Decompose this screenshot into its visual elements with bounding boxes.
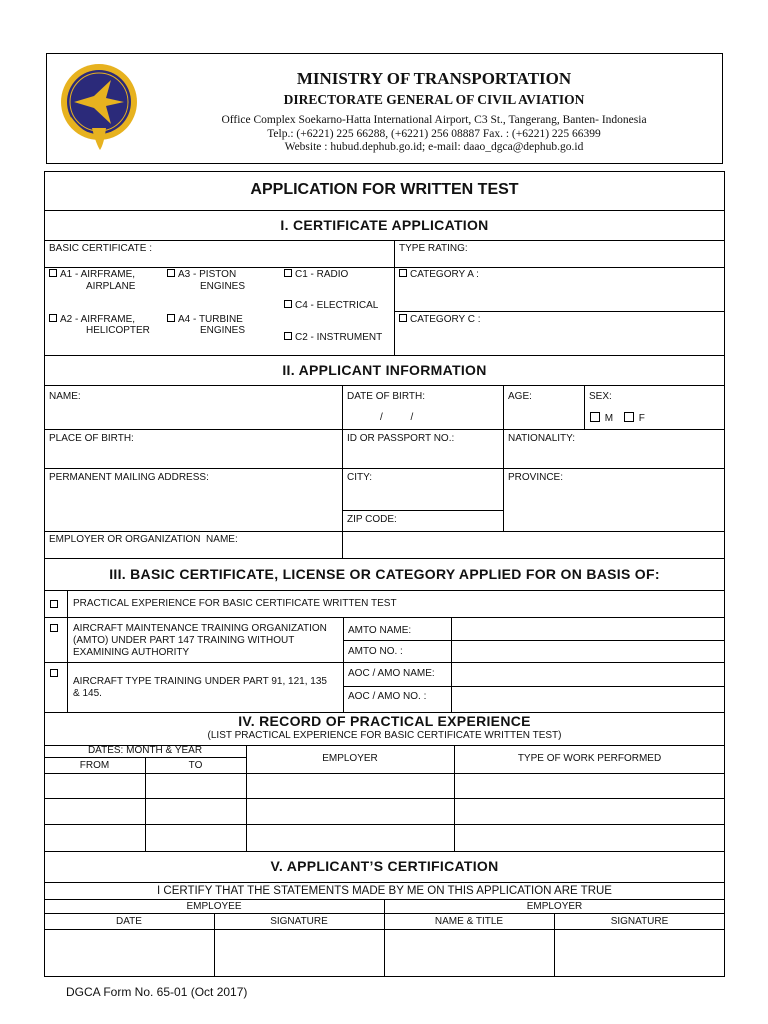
sex-f-option[interactable]: F [624, 412, 645, 424]
option-2-line2: (AMTO) UNDER PART 147 TRAINING WITHOUT [73, 635, 295, 646]
form-number: DGCA Form No. 65-01 (Oct 2017) [66, 985, 248, 999]
checkbox-icon[interactable] [49, 269, 57, 277]
office-phone: Telp.: (+6221) 225 66288, (+6221) 256 08887 Fax. : (+6221) 225 66399 [267, 128, 601, 140]
directorate-title: DIRECTORATE GENERAL OF CIVIL AVIATION [283, 92, 585, 107]
section-4-title: IV. RECORD OF PRACTICAL EXPERIENCE [238, 713, 531, 729]
employer-header-cert: EMPLOYER [526, 901, 583, 912]
checkbox-icon[interactable] [399, 269, 407, 277]
section-4-subtitle: (LIST PRACTICAL EXPERIENCE FOR BASIC CERTIFICATE WRITTEN TEST) [207, 730, 562, 741]
checkbox-icon[interactable] [284, 300, 292, 308]
name-label: NAME: [49, 391, 81, 402]
employer-header: EMPLOYER [322, 753, 378, 764]
sex-label: SEX: [589, 391, 612, 402]
employer-org-label: EMPLOYER OR ORGANIZATION NAME: [49, 534, 238, 545]
option-3-line1: AIRCRAFT TYPE TRAINING UNDER PART 91, 121, 135 [73, 676, 327, 687]
to-header: TO [188, 760, 203, 771]
option-3-checkbox-icon[interactable] [50, 669, 58, 677]
checkbox-icon[interactable] [167, 269, 175, 277]
employer-signature-header: SIGNATURE [610, 916, 669, 927]
option-1-label: PRACTICAL EXPERIENCE FOR BASIC CERTIFICATE WRITTEN TEST [73, 598, 397, 609]
checkbox-icon[interactable] [49, 314, 57, 322]
c1-radio-option[interactable]: C1 - RADIO [284, 269, 348, 280]
c4-electrical-option[interactable]: C4 - ELECTRICAL [284, 300, 378, 311]
section-3-title: III. BASIC CERTIFICATE, LICENSE OR CATEGORY APPLIED FOR ON BASIS OF: [109, 566, 660, 582]
date-header: DATE [116, 916, 142, 927]
checkbox-icon[interactable] [284, 332, 292, 340]
sex-m-option[interactable]: M [590, 412, 613, 424]
a4-turbine-engines-option[interactable]: A4 - TURBINE [167, 314, 243, 325]
option-2-line1: AIRCRAFT MAINTENANCE TRAINING ORGANIZATION [73, 623, 327, 634]
certify-statement: I CERTIFY THAT THE STATEMENTS MADE BY ME ON THIS APPLICATION ARE TRUE [157, 885, 612, 897]
province-label: PROVINCE: [508, 472, 564, 483]
a3-line2: ENGINES [200, 281, 246, 292]
zip-code-label: ZIP CODE: [347, 514, 397, 525]
checkbox-icon[interactable] [284, 269, 292, 277]
ministry-title: MINISTRY OF TRANSPORTATION [296, 69, 572, 88]
section-1-title: I. CERTIFICATE APPLICATION [280, 217, 489, 233]
checkbox-icon[interactable] [399, 314, 407, 322]
amto-no-label: AMTO NO. : [348, 646, 403, 657]
a2-airframe-helicopter-option[interactable]: A2 - AIRFRAME, [49, 314, 135, 325]
nationality-label: NATIONALITY: [508, 433, 576, 444]
name-title-header: NAME & TITLE [434, 916, 504, 927]
mailing-address-label: PERMANENT MAILING ADDRESS: [49, 472, 209, 483]
aoc-no-label: AOC / AMO NO. : [348, 691, 427, 702]
category-c-option[interactable]: CATEGORY C : [399, 314, 481, 325]
option-3-line2: & 145. [73, 688, 102, 699]
basic-certificate-label: BASIC CERTIFICATE : [49, 243, 152, 254]
section-2-title: II. APPLICANT INFORMATION [282, 362, 487, 378]
from-header: FROM [79, 760, 110, 771]
option-2-line3: EXAMINING AUTHORITY [73, 647, 190, 658]
category-a-option[interactable]: CATEGORY A : [399, 269, 479, 280]
aoc-name-label: AOC / AMO NAME: [348, 668, 435, 679]
dob-slashes: / / [380, 412, 414, 423]
type-rating-label: TYPE RATING: [399, 243, 468, 254]
option-2-checkbox-icon[interactable] [50, 624, 58, 632]
id-passport-label: ID OR PASSPORT NO.: [347, 433, 455, 444]
checkbox-icon[interactable] [624, 412, 634, 422]
c2-instrument-option[interactable]: C2 - INSTRUMENT [284, 332, 382, 343]
amto-name-label: AMTO NAME: [348, 625, 412, 636]
section-5-title: V. APPLICANT’S CERTIFICATION [270, 858, 499, 874]
dates-header: DATES: MONTH & YEAR [87, 745, 203, 756]
employee-header: EMPLOYEE [186, 901, 242, 912]
a3-piston-engines-option[interactable]: A3 - PISTON [167, 269, 236, 280]
city-label: CITY: [347, 472, 373, 483]
a1-line2: AIRPLANE [86, 281, 136, 292]
office-website: Website : hubud.dephub.go.id; e-mail: daao_dgca@dephub.go.id [284, 141, 584, 153]
form-title: APPLICATION FOR WRITTEN TEST [250, 181, 519, 198]
a4-line2: ENGINES [200, 325, 246, 336]
dob-label: DATE OF BIRTH: [347, 391, 425, 402]
option-1-checkbox-icon[interactable] [50, 600, 58, 608]
a1-airframe-airplane-option[interactable]: A1 - AIRFRAME, [49, 269, 135, 280]
age-label: AGE: [508, 391, 532, 402]
checkbox-icon[interactable] [167, 314, 175, 322]
type-of-work-header: TYPE OF WORK PERFORMED [517, 753, 662, 764]
a2-line2: HELICOPTER [86, 325, 150, 336]
dgca-logo [56, 58, 142, 154]
checkbox-icon[interactable] [590, 412, 600, 422]
place-of-birth-label: PLACE OF BIRTH: [49, 433, 134, 444]
employee-signature-header: SIGNATURE [270, 916, 328, 927]
office-address: Office Complex Soekarno-Hatta International Airport, C3 St., Tangerang, Banten- Indonesia [221, 114, 647, 126]
